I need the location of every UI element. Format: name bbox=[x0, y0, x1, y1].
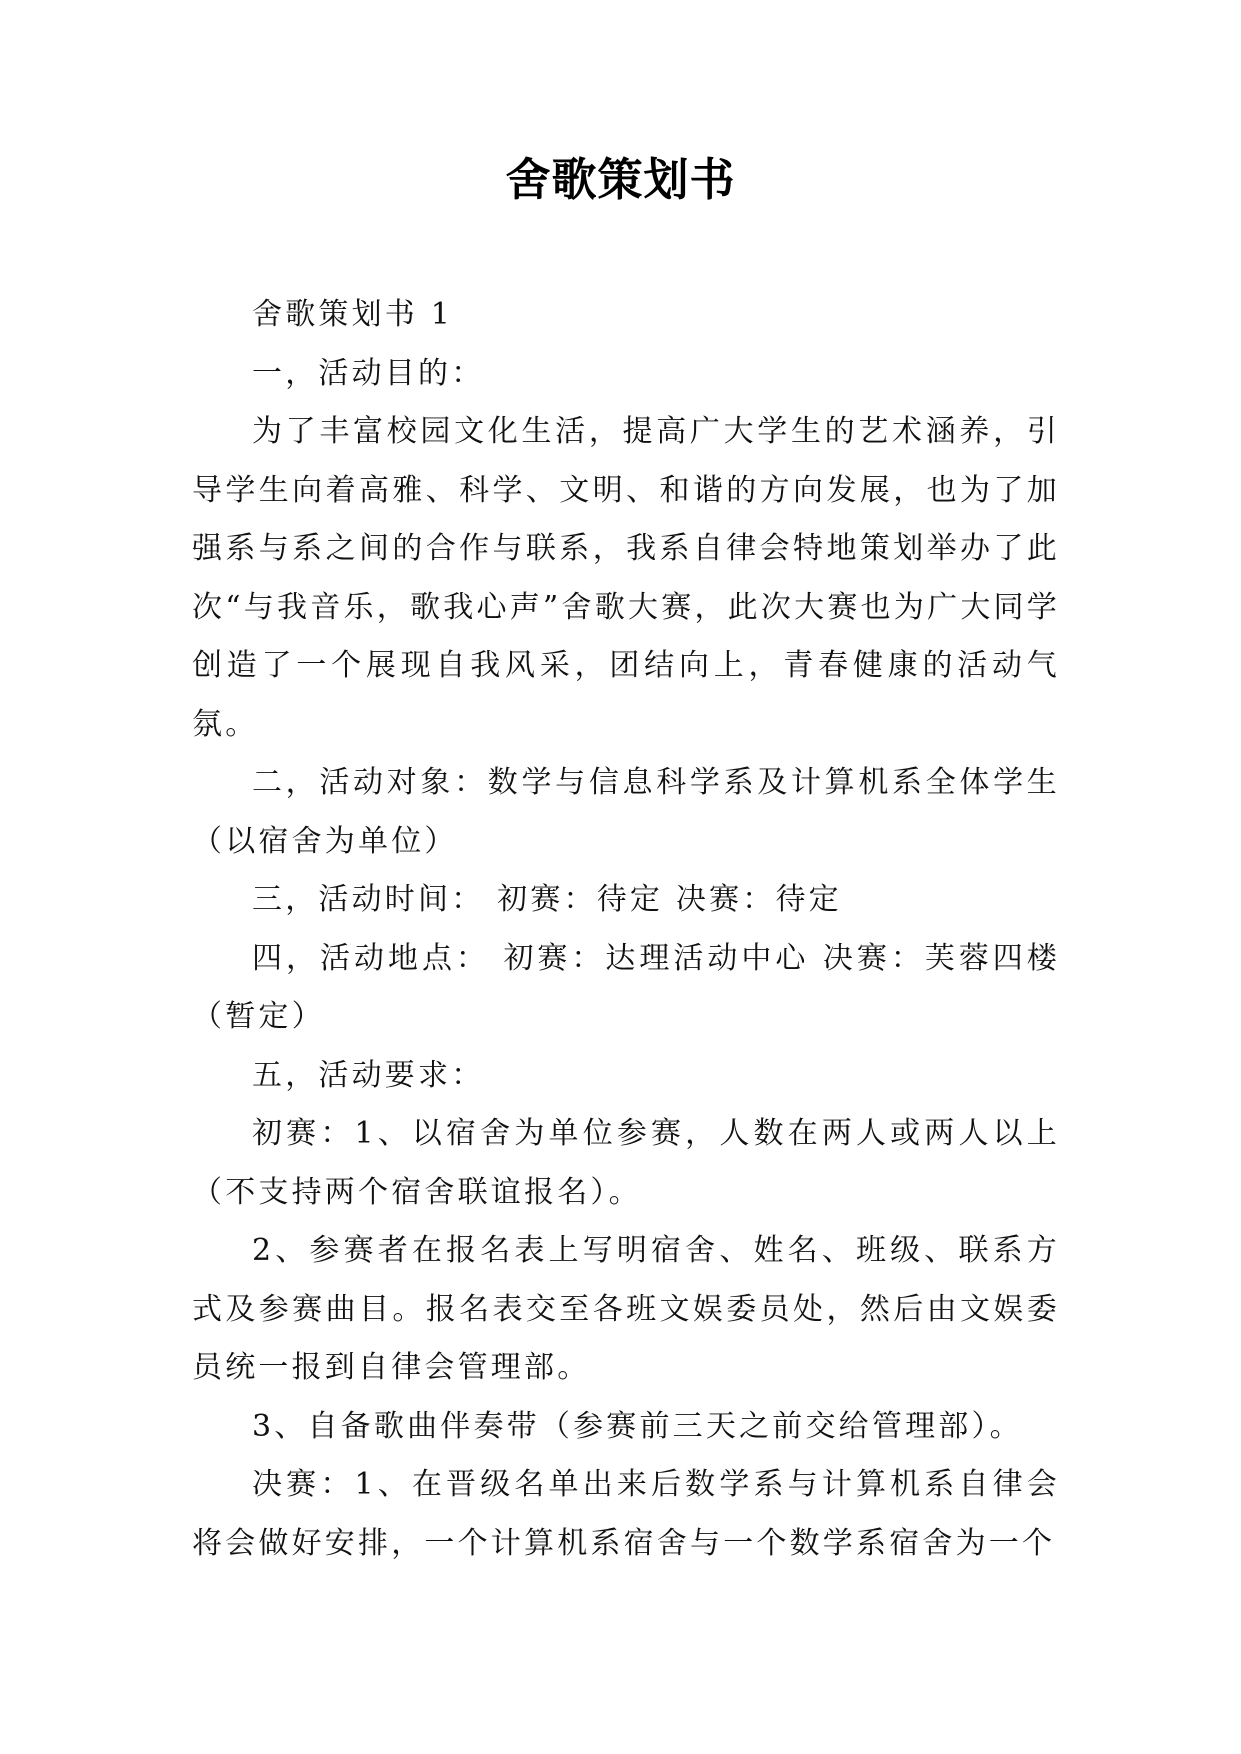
paragraph-prelim-3: 3、自备歌曲伴奏带（参赛前三天之前交给管理部）。 bbox=[252, 1408, 1023, 1444]
paragraph-purpose: 为了丰富校园文化生活，提高广大学生的艺术涵养，引导学生向着高雅、科学、文明、和谐的方向发展，也为了加强系与系之间的合作与联系，我系自律会特地策划举办了此次“与我音乐，歌我心声”舍歌大赛，此次大赛也为广大同学创造了一个展现自我风采，团结向上，青春健康的活动气氛。 bbox=[192, 414, 1060, 742]
document-title: 舍歌策划书 bbox=[505, 153, 736, 206]
paragraph-audience: 二，活动对象：数学与信息科学系及计算机系全体学生（以宿舍为单位） bbox=[192, 765, 1060, 859]
paragraph-prelim-2: 2、参赛者在报名表上写明宿舍、姓名、班级、联系方式及参赛曲目。报名表交至各班文娱委员处，然后由文娱委员统一报到自律会管理部。 bbox=[192, 1233, 1060, 1385]
paragraph-location: 四，活动地点： 初赛：达理活动中心 决赛：芙蓉四楼（暂定） bbox=[192, 940, 1060, 1034]
paragraph-heading: 舍歌策划书 1 bbox=[252, 297, 454, 332]
document-body bbox=[192, 286, 1060, 1573]
paragraph-final-1: 决赛：1、在晋级名单出来后数学系与计算机系自律会将会做好安排，一个计算机系宿舍与一个数学系宿舍为一个 bbox=[192, 1467, 1060, 1561]
paragraph-time: 三，活动时间： 初赛：待定 决赛：待定 bbox=[252, 882, 842, 917]
paragraph-section-5: 五，活动要求： bbox=[252, 1057, 485, 1093]
paragraph-section-1: 一，活动目的： bbox=[252, 355, 485, 391]
paragraph-prelim-1: 初赛：1、以宿舍为单位参赛，人数在两人或两人以上（不支持两个宿舍联谊报名）。 bbox=[192, 1116, 1060, 1210]
